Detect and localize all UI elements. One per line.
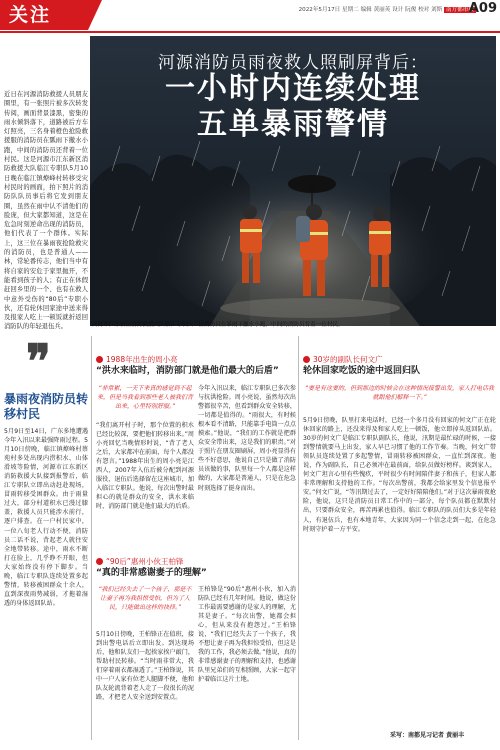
section-subtitle-wang: “真的非常感谢妻子的理解” [96,568,207,578]
body-he: 5月9日傍晚，队里打来电话时，已经一个多月没有回家的何文广正在轮休回家的路上，还没来得及和家人吃上一顿饭，他立即掉头返回队站。30岁的何文广是临江专职队副队长，他说，汛期是最忙碌的时候，一接到警情就要马上出发，家人早已习惯了他的工作节奏。当晚，何文广带领队员连续处置了多起警情，冒雨转移被困群众，一直忙到深夜。他说，作为副队长，自己必须冲在最前面，给队员做好榜样。谈到家人，何文广坦言心里有些愧疚，平时很少有时间陪伴妻子和孩子，但家人都非常理解和支持他的工作。“每次出警前，我都会给家里发个信息报平安。”何文广说，“等汛期过去了，一定好好陪陪他们。”对于这次暴雨夜抢险，他说，这只是消防员日常工作中的一部分，每个队员都在默默付出，只要群众安全，再苦再累也值得。临江专职队的队员们大多是年轻人，有退伍兵，也有本地青年，大家因为同一个信念走到一起，在危急时刻守护着一方平安。 [303,417,496,533]
body-wang-left: 5月10日傍晚，王柏锋正在值班，接到出警电话后立即出发。到达现场后，他和队友们一起挨家挨户敲门，帮助村民转移。“当时雨非常大，我们穿着雨衣都湿透了。”王柏锋说，其中一户人家有位老人腿脚不便，他和队友轮流背着老人走了一段很长的泥路，才把老人安全送到安置点。 [96,631,194,702]
header-rule [0,31,500,33]
section-heading-he [303,354,383,365]
bullet-dot-icon [96,356,103,363]
section-heading-text: 30岁的副队长何文广 [313,355,383,364]
header-meta [299,5,476,13]
section-heading-wang [96,556,183,567]
column-divider [91,336,92,740]
header-meta-highlight: 南方都市报 [446,7,474,13]
intro-text: 近日在河源消防救援人员朋友圈里，有一张照片被多次转发传阅，画面背景漆黑，密集的雨水倾斜落下，道路被后方车灯照亮，三名身着橙色抢险救援服的消防员在瓢雨下撤水小跑，中间的消防员还背着一位村民。这是河源市江东新区消防救援大队临江专职队5月10日晚在临江镇燎峰村转移受灾村民时的画面，拍下照片的消防队队员事后将它发到朋友圈，虽然在雨中认不清他们的脸庞，但大家都知道，这是在危急时刻逆命出现的消防员，他们代表了一个群体。实际上，这三位在暴雨夜抢险救灾的消防员，也是普通人——林，常轮番传志，他们当中有将自家的安危于家里抛开，不能看到孩子的人；有正在休假赶回乡里的一个、也有在救人中意外受伤的“80后”专职小伙，还有轮休回家途中送来得及报家人吃上一顿饭就折返回消防队的年轻退伍兵。 [4,91,88,331]
reporter-credit: 采写：南都见习记者 黄丽丰 [390,732,465,739]
page-header [0,0,500,32]
bullet-dot-icon [303,356,310,363]
section-heading-text: “90后”惠州小伙王柏锋 [106,557,184,566]
hero-title-line2: 五单暴雨警情 [197,107,389,142]
bullet-dot-icon [96,558,103,565]
page-number: A09 [468,1,497,16]
section-tag: 关注 [0,0,88,30]
section-heading-text: 1988年出生的周小亮 [106,355,178,364]
hero-title-small: 河源消防员雨夜救人照刷屏背后： [158,53,428,73]
pull-quote-he: “要是有这要的，但到那边的时候会在这种情况接警出发，家人打电话我就跟他们解释一下。” [304,385,495,401]
quote-mark-icon: ❞ [26,334,51,388]
photo-caption: 河源市江东新区消防救援大队临江专职队三位消防员在暴雨下撤水小跑，中间的消防员背着一位村民。 [92,322,344,328]
pull-quote-wang: “我们已经失去了一个孩子，那是不让妻子再为我担惊受怕，但为了人民，只能做出这样的抉择。” [98,586,192,611]
column-divider [298,336,299,740]
body-zhou-right: 今年入汛以来，临江专职队已多次参与抗洪抢险。周小亮说，虽然每次出警都很辛苦，但看到群众安全转移，一切都是值得的。“雨很大，有时候根本看不清路，只能靠手电筒一点点摸索。”他说，“我们的工作就是把群众安全带出来，这是我们的职责。”对于照片在朋友圈刷屏，周小亮显得有些不好意思，他说自己只是做了消防员该做的事，队里每一个人都是这样做的，大家都是普通人，只是在危急时刻选择了挺身而出。 [198,385,296,492]
section-heading-zhou [96,354,178,365]
left-story-title: 暴雨夜消防员转移村民 [4,392,89,421]
body-zhou-left: “我们离开村子时，那个位置的积水已经比较深，要把他们转移出来。”周小亮回忆当晚情形时说，“背了老人之后，大家都冲在前面，每个人都没有怨言。”1988年出生的周小亮是江西人，2007年入伍后被分配到河源服役，退伍后选择留在这座城市，加入临江专职队。他说，每次出警时最担心的就是群众的安全，洪水来临时，消防部门就是他们最大的后盾。 [96,422,194,511]
section-tag-tail [88,0,102,30]
pull-quote-zhou: “非常累，一天下来真的感觉到不起来，但是当我看到那些老人被我们背出来，心里特别舒服。” [96,385,193,410]
hero-photo [90,36,496,326]
body-wang-right: 王柏锋是“90后”惠州小伙，加入消防队已经有几年时间。他说，做这份工作最需要感谢的是家人的理解，尤其是妻子。“每次出警，她都会担心，但从来没有抱怨过。”王柏锋说，“我们已经失去了一个孩子，我不想让妻子再为我担惊受怕，但这是我的工作，我必须去做。”他说，真的非常感谢妻子的理解和支持，也感谢队里兄弟们的互相照顾，大家一起守护着临江这片土地。 [198,586,296,684]
header-meta-text: 2022年5月17日 星期二 编辑 黄丽英 设计 阮俊 校对 刘斯 [298,7,443,13]
section-subtitle-zhou: “洪水来临时，消防部门就是他们最大的后盾” [96,366,279,376]
section-subtitle-he: 轮休回家吃饭的途中返回归队 [303,366,421,376]
left-story-body: 5月9日至14日，广东多地遭遇今年入汛以来最强降雨过程。5月10日傍晚，临江镇燎峰村蔡苑村多处出现内涝积水、山体滑坡等险情，河源市江东新区消防救援大队接到报警后，临江专职队立即出动赶赴现场，冒雨转移受困群众。由于雨量过大，部分村道积水已漫过膝盖，救援人员只能涉水前行，逐户排查。在一户村民家中，一位八旬老人行动不便，消防员二话不说，背起老人就往安全地带转移。途中，雨水不断打在脸上，几乎睁不开眼，但大家始终没有停下脚步。当晚，临江专职队连续处置多起警情，转移被困群众十余人，直到深夜雨势减弱，才拖着湿透的身体返回队站。 [4,428,88,607]
hero-title-line1: 一小时内连续处理 [165,71,421,106]
